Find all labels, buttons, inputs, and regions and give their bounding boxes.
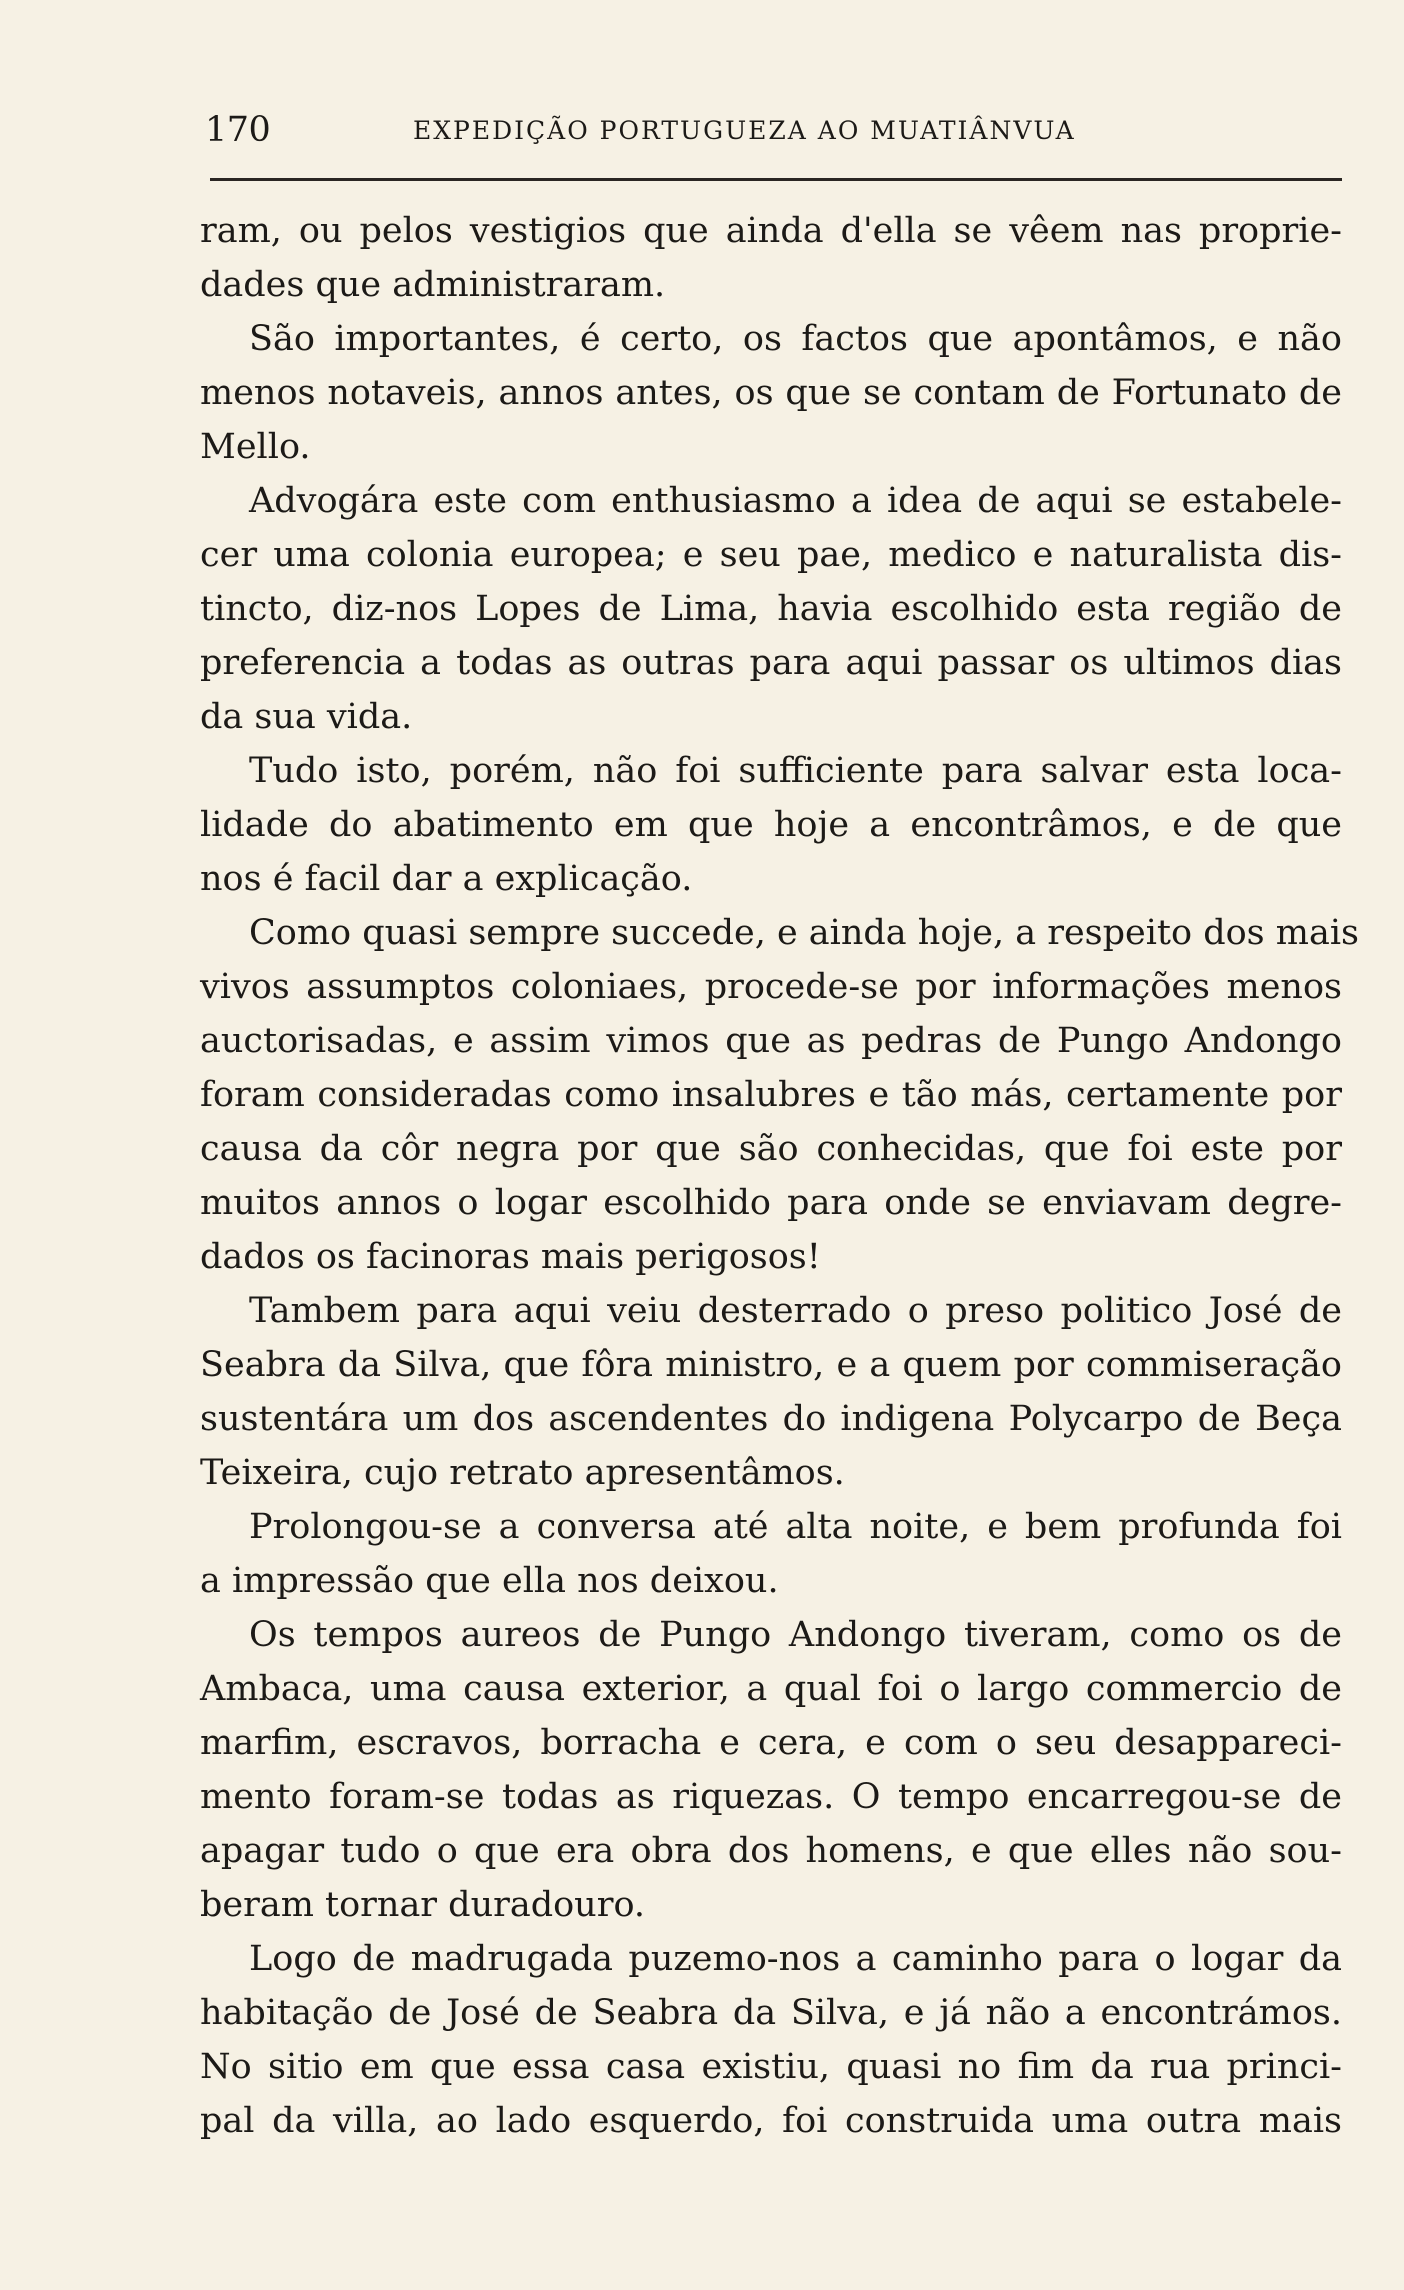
- text-line: menos notaveis, annos antes, os que se contam de Fortunato de: [200, 373, 1342, 413]
- page-number: 170: [205, 110, 271, 150]
- text-line: pal da villa, ao lado esquerdo, foi construida uma outra mais: [200, 2101, 1342, 2141]
- text-line: Os tempos aureos de Pungo Andongo tiveram, como os de: [249, 1615, 1342, 1655]
- text-line: Seabra da Silva, que fôra ministro, e a quem por commiseração: [200, 1345, 1342, 1385]
- text-line: foram consideradas como insalubres e tão más, certamente por: [200, 1075, 1342, 1115]
- page-header: [205, 108, 1342, 152]
- text-line: auctorisadas, e assim vimos que as pedras de Pungo Andongo: [200, 1021, 1342, 1061]
- text-line: Tambem para aqui veiu desterrado o preso politico José de: [249, 1291, 1342, 1331]
- running-title: EXPEDIÇÃO PORTUGUEZA AO MUATIÂNVUA: [413, 116, 1076, 145]
- text-line: nos é facil dar a explicação.: [200, 859, 693, 899]
- text-line: lidade do abatimento em que hoje a encontrâmos, e de que: [200, 805, 1342, 845]
- text-line: Como quasi sempre succede, e ainda hoje, a respeito dos mais: [249, 913, 1359, 953]
- text-line: Advogára este com enthusiasmo a idea de aqui se estabele-: [249, 481, 1342, 521]
- text-line: Ambaca, uma causa exterior, a qual foi o largo commercio de: [200, 1669, 1342, 1709]
- text-line: mento foram-se todas as riquezas. O tempo encarregou-se de: [200, 1777, 1342, 1817]
- text-line: da sua vida.: [200, 697, 413, 737]
- body-text: [200, 204, 1359, 2148]
- text-line: No sitio em que essa casa existiu, quasi no fim da rua princi-: [200, 2047, 1342, 2087]
- text-line: Logo de madrugada puzemo-nos a caminho para o logar da: [249, 1939, 1342, 1979]
- text-line: marfim, escravos, borracha e cera, e com o seu desappareci-: [200, 1723, 1342, 1763]
- text-line: habitação de José de Seabra da Silva, e já não a encontrámos.: [200, 1993, 1342, 2033]
- text-line: Prolongou-se a conversa até alta noite, e bem profunda foi: [249, 1507, 1342, 1547]
- text-line: vivos assumptos coloniaes, procede-se por informações menos: [200, 967, 1342, 1007]
- text-line: Tudo isto, porém, não foi sufficiente para salvar esta loca-: [249, 751, 1342, 791]
- text-line: ram, ou pelos vestigios que ainda d'ella se vêem nas proprie-: [200, 211, 1342, 251]
- text-line: Mello.: [200, 427, 311, 467]
- text-line: apagar tudo o que era obra dos homens, e que elles não sou-: [200, 1831, 1342, 1871]
- text-line: preferencia a todas as outras para aqui passar os ultimos dias: [200, 643, 1342, 683]
- text-line: dados os facinoras mais perigosos!: [200, 1237, 821, 1277]
- text-line: causa da côr negra por que são conhecidas, que foi este por: [200, 1129, 1342, 1169]
- text-line: cer uma colonia europea; e seu pae, medico e naturalista dis-: [200, 535, 1342, 575]
- text-line: São importantes, é certo, os factos que apontâmos, e não: [249, 319, 1342, 359]
- text-line: dades que administraram.: [200, 265, 666, 305]
- header-rule: [210, 178, 1342, 181]
- text-line: muitos annos o logar escolhido para onde se enviavam degre-: [200, 1183, 1342, 1223]
- text-line: a impressão que ella nos deixou.: [200, 1561, 779, 1601]
- text-line: tincto, diz-nos Lopes de Lima, havia escolhido esta região de: [200, 589, 1342, 629]
- text-line: Teixeira, cujo retrato apresentâmos.: [200, 1453, 845, 1493]
- text-line: beram tornar duradouro.: [200, 1885, 646, 1925]
- text-line: sustentára um dos ascendentes do indigena Polycarpo de Beça: [200, 1399, 1342, 1439]
